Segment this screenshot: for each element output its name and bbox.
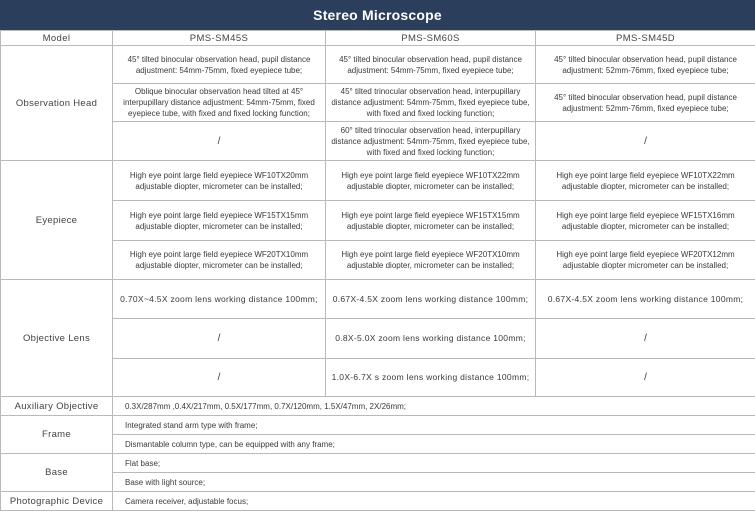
objective-lens-cell: /	[113, 319, 326, 359]
objective-lens-cell: /	[536, 319, 755, 359]
header-row	[1, 31, 755, 46]
photographic-device-label: Photographic Device	[1, 492, 113, 511]
table-title: Stereo Microscope	[0, 0, 755, 30]
objective-lens-cell: /	[113, 359, 326, 397]
auxiliary-objective-value: 0.3X/287mm ,0.4X/217mm, 0.5X/177mm, 0.7X/120mm, 1.5X/47mm, 2X/26mm;	[113, 397, 755, 416]
eyepiece-label: Eyepiece	[1, 161, 113, 280]
eyepiece-row	[1, 161, 755, 201]
observation-head-row	[1, 122, 755, 161]
objective-lens-cell: 0.67X-4.5X zoom lens working distance 100mm;	[326, 280, 536, 319]
base-value: Base with light source;	[113, 473, 755, 492]
eyepiece-row	[1, 201, 755, 241]
model-pms-sm45s: PMS-SM45S	[113, 31, 326, 46]
observation-head-cell: 45° tilted binocular observation head, pupil distance adjustment: 52mm-76mm, fixed eyepiece tube;	[536, 84, 755, 122]
eyepiece-cell: High eye point large field eyepiece WF10TX20mm adjustable diopter, micrometer can be installed;	[113, 161, 326, 201]
eyepiece-cell: High eye point large field eyepiece WF10TX22mm adjustable diopter, micrometer can be installed;	[326, 161, 536, 201]
observation-head-label: Observation Head	[1, 46, 113, 161]
photographic-device-value: Camera receiver, adjustable focus;	[113, 492, 755, 511]
objective-lens-row	[1, 319, 755, 359]
photographic-device-row	[1, 492, 755, 511]
base-value: Flat base;	[113, 454, 755, 473]
observation-head-cell: 45° tilted binocular observation head, pupil distance adjustment: 52mm-76mm, fixed eyepiece tube;	[536, 46, 755, 84]
auxiliary-objective-label: Auxiliary Objective	[1, 397, 113, 416]
objective-lens-cell: 0.8X-5.0X zoom lens working distance 100mm;	[326, 319, 536, 359]
observation-head-cell: 45° tilted binocular observation head, pupil distance adjustment: 54mm-75mm, fixed eyepiece tube;	[326, 46, 536, 84]
observation-head-row	[1, 84, 755, 122]
auxiliary-objective-row	[1, 397, 755, 416]
observation-head-cell: /	[113, 122, 326, 161]
frame-row	[1, 435, 755, 454]
eyepiece-cell: High eye point large field eyepiece WF10TX22mm adjustable diopter, micrometer can be installed;	[536, 161, 755, 201]
eyepiece-cell: High eye point large field eyepiece WF20TX12mm adjustable diopter micrometer can be installed;	[536, 241, 755, 280]
frame-label: Frame	[1, 416, 113, 454]
objective-lens-cell: /	[536, 359, 755, 397]
base-row	[1, 473, 755, 492]
eyepiece-cell: High eye point large field eyepiece WF15TX15mm adjustable diopter, micrometer can be installed;	[113, 201, 326, 241]
observation-head-cell: 45° tilted trinocular observation head, interpupillary distance adjustment: 54mm-75mm, fixed eyepiece tube, with fixed and fixed locking function;	[326, 84, 536, 122]
eyepiece-row	[1, 241, 755, 280]
objective-lens-cell: 0.70X~4.5X zoom lens working distance 100mm;	[113, 280, 326, 319]
objective-lens-cell: 1.0X-6.7X s zoom lens working distance 100mm;	[326, 359, 536, 397]
observation-head-row	[1, 46, 755, 84]
eyepiece-cell: High eye point large field eyepiece WF15TX16mm adjustable diopter, micrometer can be installed;	[536, 201, 755, 241]
frame-value: Integrated stand arm type with frame;	[113, 416, 755, 435]
eyepiece-cell: High eye point large field eyepiece WF20TX10mm adjustable diopter, micrometer can be installed;	[326, 241, 536, 280]
model-pms-sm45d: PMS-SM45D	[536, 31, 755, 46]
observation-head-cell: Oblique binocular observation head tilted at 45° interpupillary distance adjustment: 54mm-75mm, fixed eyepiece tube, with fixed and fixed locking function;	[113, 84, 326, 122]
base-row	[1, 454, 755, 473]
objective-lens-cell: 0.67X-4.5X zoom lens working distance 100mm;	[536, 280, 755, 319]
objective-lens-row	[1, 280, 755, 319]
objective-lens-row	[1, 359, 755, 397]
frame-row	[1, 416, 755, 435]
base-label: Base	[1, 454, 113, 492]
observation-head-cell: 60° tilted trinocular observation head, interpupillary distance adjustment: 54mm-75mm, fixed eyepiece tube, with fixed and fixed locking function;	[326, 122, 536, 161]
observation-head-cell: /	[536, 122, 755, 161]
model-label: Model	[1, 31, 113, 46]
objective-lens-label: Objective Lens	[1, 280, 113, 397]
frame-value: Dismantable column type, can be equipped with any frame;	[113, 435, 755, 454]
model-pms-sm60s: PMS-SM60S	[326, 31, 536, 46]
eyepiece-cell: High eye point large field eyepiece WF20TX10mm adjustable diopter, micrometer can be installed;	[113, 241, 326, 280]
eyepiece-cell: High eye point large field eyepiece WF15TX15mm adjustable diopter, micrometer can be installed;	[326, 201, 536, 241]
spec-table	[0, 30, 755, 511]
observation-head-cell: 45° tilted binocular observation head, pupil distance adjustment: 54mm-75mm, fixed eyepiece tube;	[113, 46, 326, 84]
